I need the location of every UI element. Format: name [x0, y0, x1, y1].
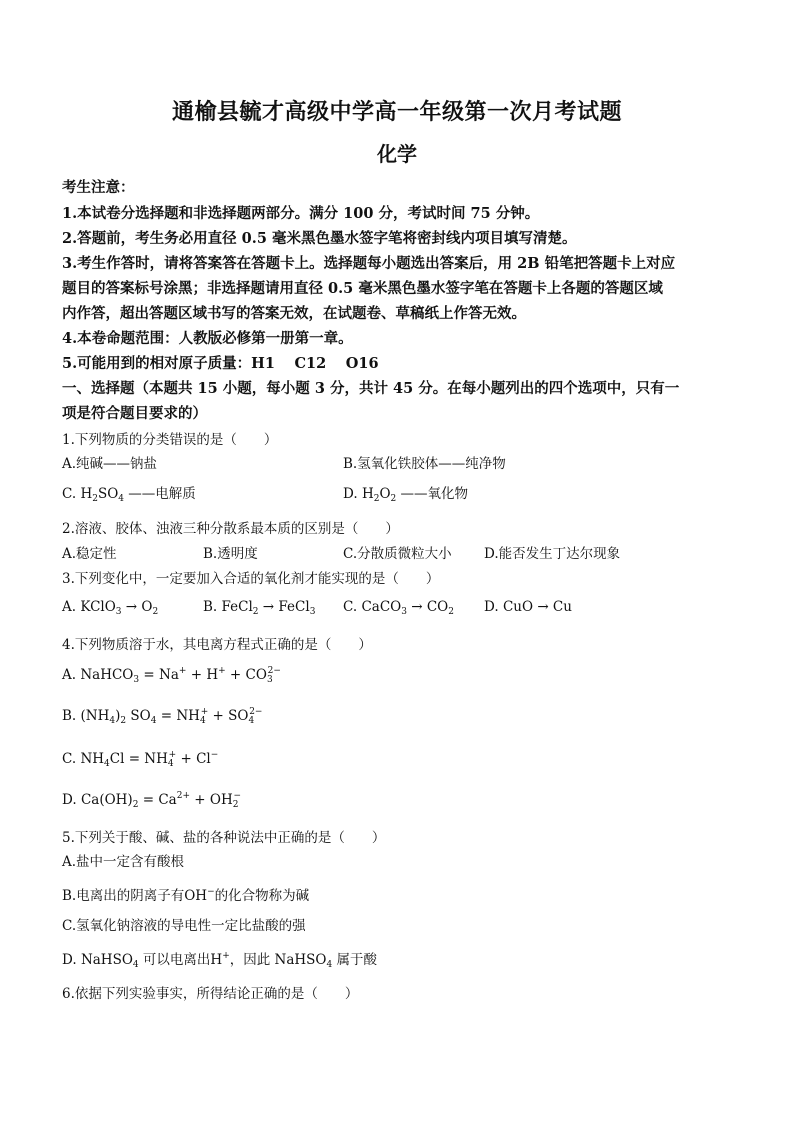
q2-option-a: A.稳定性 [62, 546, 117, 562]
notice-item: 3.考生作答时，请将答案答在答题卡上。选择题每小题选出答案后，用 2B 铅笔把答题卡上对应 [62, 255, 676, 272]
q1-option-b: B.氢氧化铁胶体——纯净物 [343, 456, 506, 472]
q5-option-b: B.电离出的阴离子有OH−的化合物称为碱 [62, 887, 310, 904]
q2-option-b: B.透明度 [203, 546, 258, 562]
section-heading: 一、选择题（本题共 15 小题，每小题 3 分，共计 45 分。在每小题列出的四个选项中，只有一 [62, 380, 680, 397]
question-4-stem: 4.下列物质溶于水，其电离方程式正确的是（ ） [62, 637, 372, 653]
notice-item: 2.答题前，考生务必用直径 0.5 毫米黑色墨水签字笔将密封线内项目填写清楚。 [62, 230, 577, 247]
q3-option-c: C. CaCO$_3$ → $CO_2$ [343, 599, 454, 617]
notice-item: 内作答，超出答题区域书写的答案无效，在试题卷、草稿纸上作答无效。 [62, 305, 526, 322]
q3-option-a: A. KClO$_3$ → $O_2$ [62, 599, 159, 617]
q5-option-c: C.氢氧化钠溶液的导电性一定比盐酸的强 [62, 918, 306, 934]
q4-option-c: C. $NH_4Cl = NH_4^+ + Cl^-$ [62, 750, 219, 769]
q3-option-d: D. CuO → Cu [484, 599, 572, 615]
question-1-stem: 1.下列物质的分类错误的是（ ） [62, 432, 278, 448]
section-heading-cont: 项是符合题目要求的） [62, 405, 207, 422]
q4-option-d: D. $Ca(OH)_2 = Ca^{2+} + OH_2^-$ [62, 791, 242, 810]
q1-option-a: A.纯碱——钠盐 [62, 456, 158, 472]
question-5-stem: 5.下列关于酸、碱、盐的各种说法中正确的是（ ） [62, 830, 386, 846]
q5-option-d: D. NaHSO$_4$ 可以电离出H+，因此 NaHSO$_4$ 属于酸 [62, 951, 378, 970]
q2-option-d: D.能否发生丁达尔现象 [484, 546, 621, 562]
q1-option-d: D. $H_2O_2$ ——氧化物 [343, 486, 469, 504]
q3-option-b: B. FeCl$_2$ → FeCl$_3$ [203, 599, 316, 617]
notice-item: 4.本卷命题范围：人教版必修第一册第一章。 [62, 330, 353, 347]
q4-option-b: B. $(NH_4)_2$ $SO_4 = NH_4^+ + SO_4^{2-}$ [62, 707, 263, 726]
notice-item: 1.本试卷分选择题和非选择题两部分。满分 100 分，考试时间 75 分钟。 [62, 205, 540, 222]
q5-option-a: A.盐中一定含有酸根 [62, 854, 185, 870]
q1-option-c: C. $H_2SO_4$ ——电解质 [62, 486, 196, 504]
notice-item: 题目的答案标号涂黑；非选择题请用直径 0.5 毫米黑色墨水签字笔在答题卡上各题的答题区域 [62, 280, 663, 297]
question-6-stem: 6.依据下列实验事实，所得结论正确的是（ ） [62, 986, 359, 1002]
q4-option-a: A. NaHCO$_3$ = $Na^+ + H^+ + CO_3^{2-}$ [62, 666, 281, 685]
notice-heading: 考生注意： [62, 179, 135, 196]
exam-subject: 化学 [377, 142, 417, 166]
q2-option-c: C.分散质微粒大小 [343, 546, 452, 562]
exam-title: 通榆县毓才高级中学高一年级第一次月考试题 [171, 99, 622, 125]
notice-item: 5.可能用到的相对原子质量：H1 C12 O16 [62, 355, 379, 372]
question-3-stem: 3.下列变化中，一定要加入合适的氧化剂才能实现的是（ ） [62, 571, 440, 587]
question-2-stem: 2.溶液、胶体、浊液三种分散系最本质的区别是（ ） [62, 521, 399, 537]
